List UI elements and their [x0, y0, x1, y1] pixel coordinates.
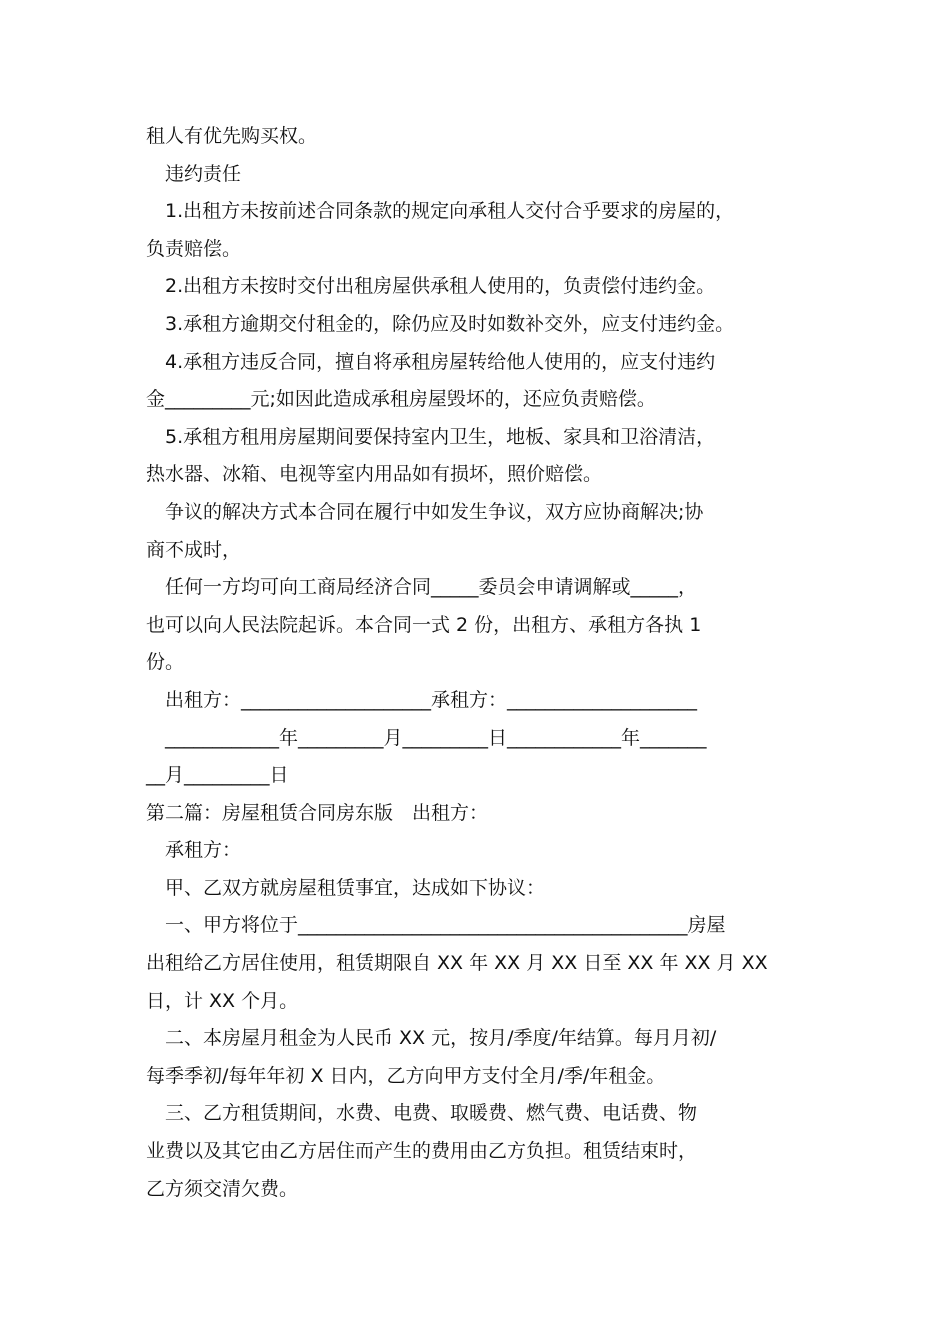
text-line: 金_________元;如因此造成承租房屋毁坏的，还应负责赔偿。 — [146, 388, 656, 411]
text-line: 商不成时， — [146, 538, 242, 561]
text-line: 三、乙方租赁期间，水费、电费、取暖费、燃气费、电话费、物 — [165, 1102, 698, 1125]
text-line: 负责赔偿。 — [146, 237, 242, 260]
text-line: 每季季初/每年年初 X 日内，乙方向甲方支付全月/季/年租金。 — [146, 1064, 666, 1087]
text-line: 3.承租方逾期交付租金的，除仍应及时如数补交外，应支付违约金。 — [165, 312, 735, 335]
text-line: 乙方须交清欠费。 — [146, 1177, 299, 1200]
text-line: 租人有优先购买权。 — [146, 125, 318, 147]
date-line: ____________年_________月_________日____________年_______ — [165, 726, 707, 749]
text-line: 1.出租方未按前述合同条款的规定向承租人交付合乎要求的房屋的， — [165, 200, 735, 223]
text-line: 任何一方均可向工商局经济合同_____委员会申请调解或_____， — [165, 576, 698, 599]
signature-line: 出租方：____________________承租方：____________________ — [165, 688, 698, 711]
text-line: 日，计 XX 个月。 — [146, 989, 299, 1012]
text-line: 热水器、冰箱、电视等室内用品如有损坏，照价赔偿。 — [146, 463, 603, 486]
document-page — [146, 118, 810, 1208]
section-heading: 违约责任 — [165, 162, 242, 185]
text-line: 争议的解决方式本合同在履行中如发生争议，双方应协商解决;协 — [165, 500, 704, 523]
text-line: 出租给乙方居住使用，租赁期限自 XX 年 XX 月 XX 日至 XX 年 XX 月 XX — [146, 952, 768, 975]
text-line: 甲、乙双方就房屋租赁事宜，达成如下协议： — [165, 876, 546, 899]
text-line: 份。 — [146, 651, 185, 674]
text-line: 二、本房屋月租金为人民币 XX 元，按月/季度/年结算。每月月初/ — [165, 1027, 717, 1050]
section-title: 第二篇：房屋租赁合同房东版 出租方： — [146, 801, 489, 824]
date-line: __月_________日 — [146, 764, 289, 787]
text-line: 业费以及其它由乙方居住而产生的费用由乙方负担。租赁结束时， — [146, 1140, 698, 1163]
text-line: 一、甲方将位于_________________________________________房屋 — [165, 914, 726, 937]
text-line: 承租方： — [165, 839, 242, 862]
text-line: 5.承租方租用房屋期间要保持室内卫生，地板、家具和卫浴清洁， — [165, 425, 716, 448]
text-line: 4.承租方违反合同，擅自将承租房屋转给他人使用的，应支付违约 — [165, 350, 716, 373]
text-line: 也可以向人民法院起诉。本合同一式 2 份，出租方、承租方各执 1 — [146, 613, 702, 636]
text-line: 2.出租方未按时交付出租房屋供承租人使用的，负责偿付违约金。 — [165, 275, 716, 298]
